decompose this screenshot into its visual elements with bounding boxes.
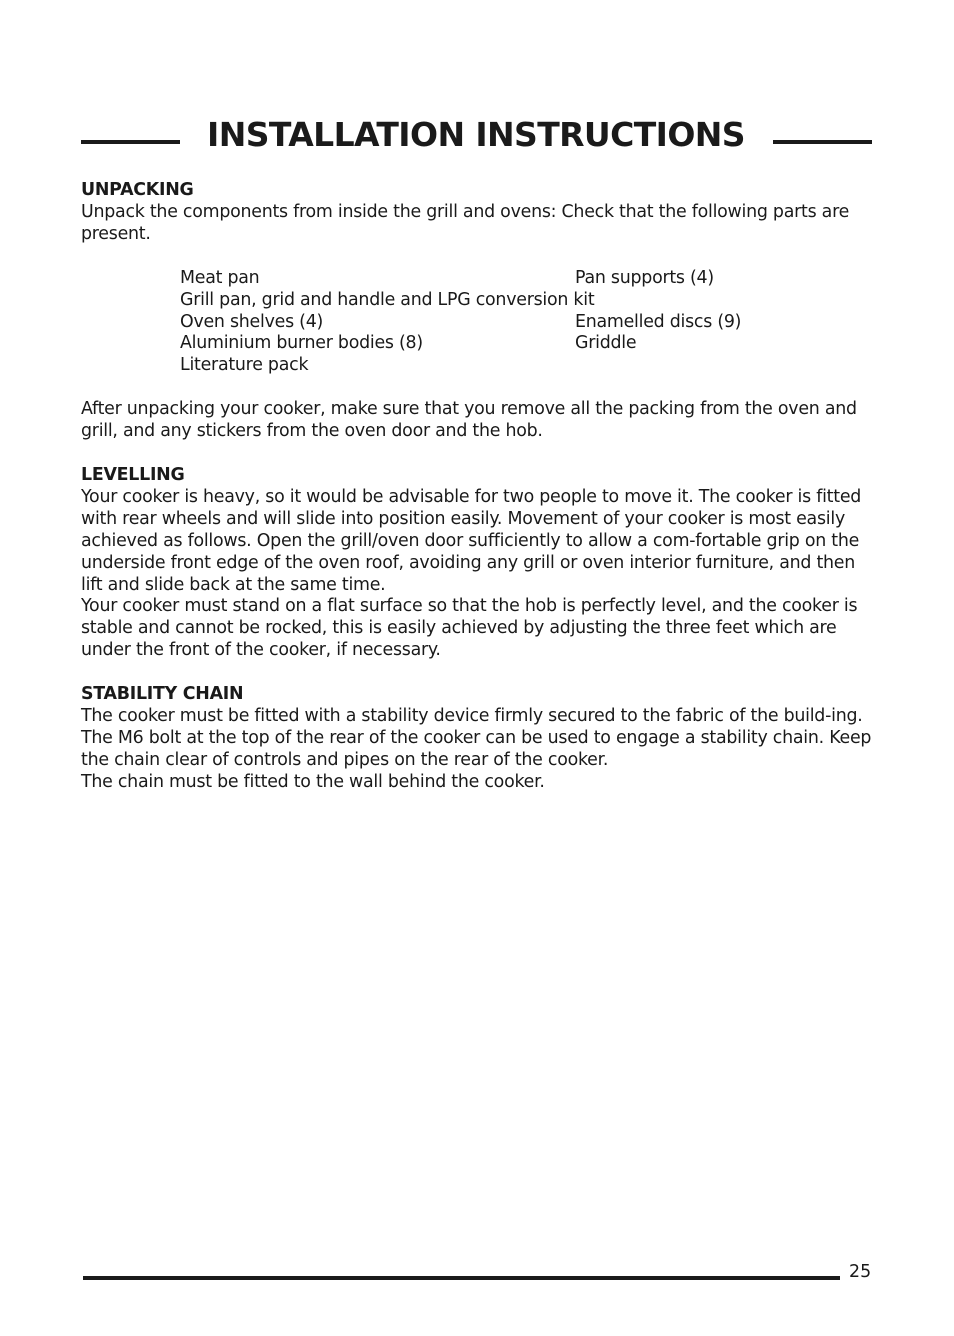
page-number: 25 <box>849 1262 872 1282</box>
list-item <box>180 290 873 312</box>
unpacking-intro: Unpack the components from inside the grill and ovens: Check that the following parts are present. <box>81 201 850 244</box>
section-unpacking <box>81 180 873 443</box>
stability-paragraph-2: The chain must be fitted to the wall behind the cooker. <box>81 771 545 792</box>
levelling-paragraph-1: Your cooker is heavy, so it would be advisable for two people to move it. The cooker is fitted with rear wheels and will slide into position easily. Movement of your cooker is most easily achieved as follows. Open the grill/oven door sufficiently to allow a com-fortable grip on the underside front edge of the oven roof, avoiding any grill or oven interior furniture, and then lift and slide back at the same time. <box>81 486 862 595</box>
section-levelling <box>81 465 873 662</box>
part-name: Pan supports (4) <box>575 267 714 288</box>
title-rule-right <box>773 140 872 144</box>
section-heading-levelling: LEVELLING <box>81 464 185 485</box>
stability-paragraph-1: The cooker must be fitted with a stability device firmly secured to the fabric of the build-ing. The M6 bolt at the top of the rear of the cooker can be used to engage a stability chain. Keep the chain clear of controls and pipes on the rear of the cooker. <box>81 706 872 770</box>
part-name: Literature pack <box>180 355 309 376</box>
parts-list <box>180 268 873 377</box>
part-name: Grill pan, grid and handle and LPG conversion kit <box>180 289 595 310</box>
title-row <box>81 112 872 158</box>
page-title: INSTALLATION INSTRUCTIONS <box>207 115 745 154</box>
part-name: Griddle <box>575 333 637 354</box>
part-name: Meat pan <box>180 267 260 288</box>
list-item <box>180 333 873 355</box>
list-item <box>180 268 873 290</box>
part-name: Enamelled discs (9) <box>575 311 742 332</box>
list-item <box>180 355 873 377</box>
part-name: Oven shelves (4) <box>180 311 324 332</box>
list-item <box>180 312 873 334</box>
section-heading-stability-chain: STABILITY CHAIN <box>81 684 244 705</box>
footer-rule <box>83 1276 840 1280</box>
section-stability-chain <box>81 684 873 794</box>
title-rule-left <box>81 140 180 144</box>
levelling-paragraph-2: Your cooker must stand on a flat surface so that the hob is perfectly level, and the cooker is stable and cannot be rocked, this is easily achieved by adjusting the three feet which are under the front of the cooker, if necessary. <box>81 596 858 661</box>
page-content <box>81 180 873 794</box>
section-heading-unpacking: UNPACKING <box>81 180 194 200</box>
unpacking-after: After unpacking your cooker, make sure that you remove all the packing from the oven and grill, and any stickers from the oven door and the hob. <box>81 399 857 442</box>
part-name: Aluminium burner bodies (8) <box>180 333 423 354</box>
